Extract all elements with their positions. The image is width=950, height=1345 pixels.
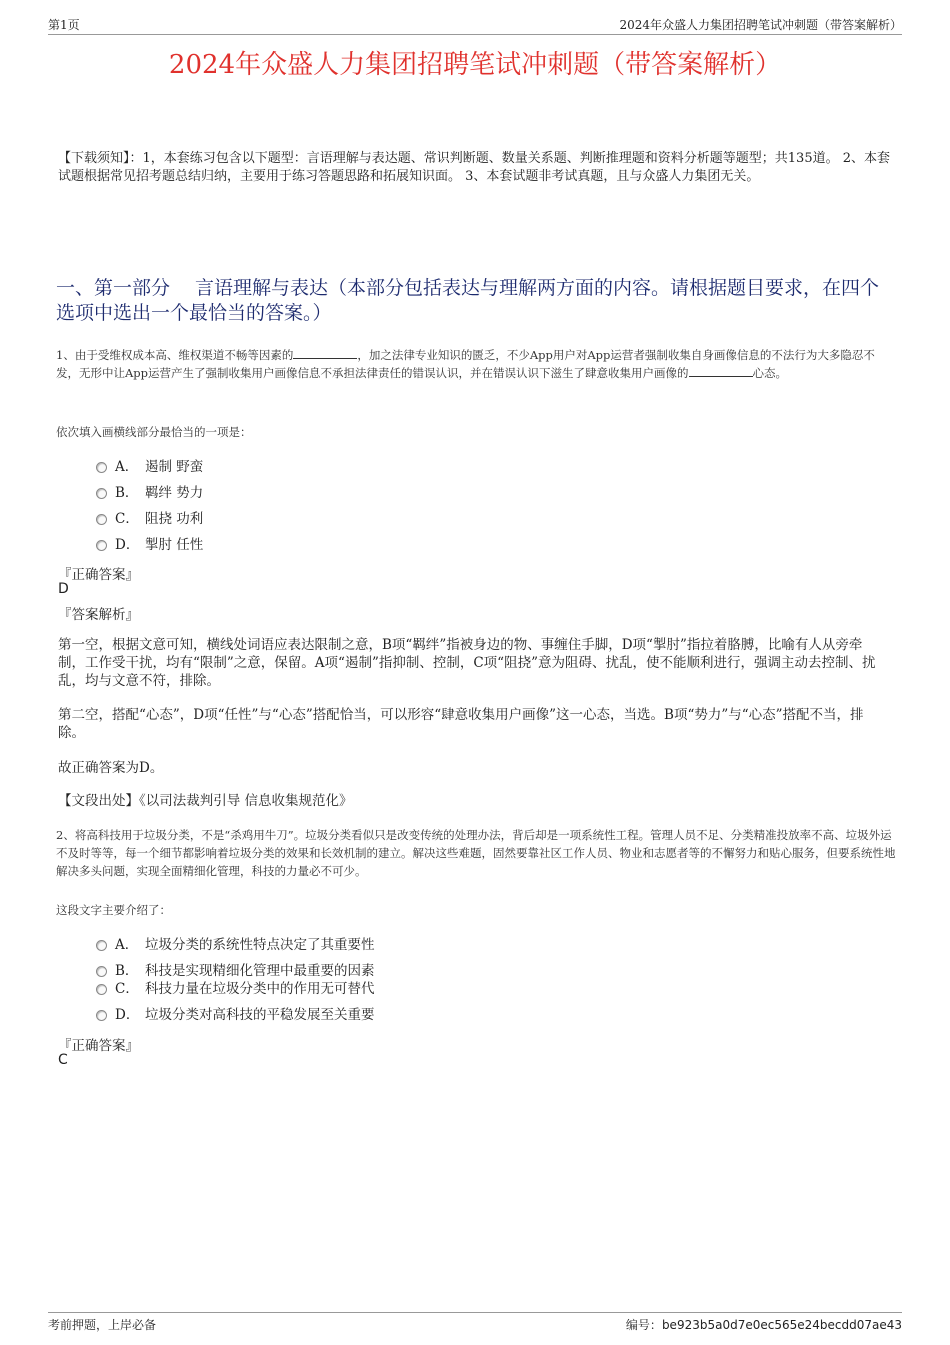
option-text: 遏制 野蛮 bbox=[145, 459, 204, 475]
question-1-prompt: 依次填入画横线部分最恰当的一项是： bbox=[56, 425, 252, 439]
question-2-option-c[interactable] bbox=[96, 980, 375, 998]
radio-icon[interactable] bbox=[96, 984, 107, 995]
analysis-conclusion: 故正确答案为D。 bbox=[58, 760, 164, 776]
option-letter: A． bbox=[115, 459, 139, 475]
radio-icon[interactable] bbox=[96, 488, 107, 499]
option-text: 羁绊 势力 bbox=[145, 485, 204, 501]
page-footer bbox=[48, 1312, 902, 1333]
analysis-label: 『答案解析』 bbox=[58, 607, 139, 623]
option-letter: B． bbox=[115, 963, 139, 979]
question-1-text-part: ，加之法律专业知识的匮乏，不少App用户对App运营者强制收集自身画像信息的不法行为大多隐忍不发，无形中让App运营产生了强制收集用户画像信息不承担法律责任的错误认识，并在错误认识下滋生了肆意收集用户画像的 bbox=[56, 348, 875, 380]
answer-label: 『正确答案』 bbox=[58, 1038, 139, 1054]
option-text: 阻挠 功利 bbox=[145, 511, 204, 527]
header-doc-title: 2024年众盛人力集团招聘笔试冲刺题（带答案解析） bbox=[619, 18, 902, 32]
source-citation: 【文段出处】《以司法裁判引导 信息收集规范化》 bbox=[58, 793, 353, 809]
radio-icon[interactable] bbox=[96, 514, 107, 525]
option-text: 掣肘 任性 bbox=[145, 537, 204, 553]
page-number: 第1页 bbox=[48, 18, 80, 32]
answer-value: C bbox=[58, 1052, 68, 1068]
download-notice: 【下载须知】：1，本套练习包含以下题型：言语理解与表达题、常识判断题、数量关系题、判断推理题和资料分析题等题型；共135道。 2、本套试题根据常见招考题总结归纳，主要用于练习答题思路和拓展知识面。 3、本套试题非考试真题，且与众盛人力集团无关。 bbox=[58, 151, 890, 184]
radio-icon[interactable] bbox=[96, 462, 107, 473]
option-letter: A． bbox=[115, 937, 139, 953]
fill-blank-2 bbox=[689, 364, 753, 377]
option-text: 科技是实现精细化管理中最重要的因素 bbox=[145, 963, 375, 979]
answer-label: 『正确答案』 bbox=[58, 567, 139, 583]
question-1-option-b[interactable] bbox=[96, 484, 203, 502]
option-text: 垃圾分类对高科技的平稳发展至关重要 bbox=[145, 1007, 375, 1023]
question-2-text: 2、将高科技用于垃圾分类，不是“杀鸡用牛刀”。垃圾分类看似只是改变传统的处理办法，背后却是一项系统性工程。管理人员不足、分类精准投放率不高、垃圾外运不及时等等，每一个细节都影响着垃圾分类的效果和长效机制的建立。解决这些难题，固然要靠社区工作人员、物业和志愿者等的不懈努力和贴心服务，但要系统性地解决多头问题，实现全面精细化管理，科技的力量必不可少。 bbox=[56, 828, 896, 878]
analysis-paragraph-2: 第二空，搭配“心态”，D项“任性”与“心态”搭配恰当，可以形容“肆意收集用户画像”这一心态，当选。B项“势力”与“心态”搭配不当，排除。 bbox=[58, 707, 864, 741]
question-2-prompt: 这段文字主要介绍了： bbox=[56, 903, 171, 917]
question-1-option-a[interactable] bbox=[96, 458, 203, 476]
question-2-option-d[interactable] bbox=[96, 1006, 375, 1024]
option-text: 垃圾分类的系统性特点决定了其重要性 bbox=[145, 937, 375, 953]
question-1-text-part: 心态。 bbox=[752, 366, 788, 380]
radio-icon[interactable] bbox=[96, 940, 107, 951]
section-heading: 一、第一部分 言语理解与表达（本部分包括表达与理解两方面的内容。请根据题目要求，在四个选项中选出一个最恰当的答案。） bbox=[56, 277, 880, 324]
fill-blank-1 bbox=[293, 346, 357, 359]
footer-code bbox=[626, 1316, 902, 1333]
option-letter: D． bbox=[115, 1007, 140, 1023]
question-1-text bbox=[56, 346, 896, 382]
page-header bbox=[48, 14, 902, 35]
option-letter: B． bbox=[115, 485, 139, 501]
radio-icon[interactable] bbox=[96, 966, 107, 977]
question-1-text-part: 1、由于受维权成本高、维权渠道不畅等因素的 bbox=[56, 348, 294, 362]
question-1-option-c[interactable] bbox=[96, 510, 203, 528]
question-2-option-a[interactable] bbox=[96, 936, 375, 954]
analysis-paragraph-1: 第一空，根据文意可知，横线处词语应表达限制之意，B项“羁绊”指被身边的物、事缠住手脚，D项“掣肘”指拉着胳膊，比喻有人从旁牵制，工作受干扰，均有“限制”之意，保留。A项“遏制”指抑制、控制，C项“阻挠”意为阻碍、扰乱，使不能顺利进行，强调主动去控制、扰乱，均与文意不符，排除。 bbox=[58, 637, 876, 689]
radio-icon[interactable] bbox=[96, 1010, 107, 1021]
option-letter: C． bbox=[115, 511, 139, 527]
footer-slogan: 考前押题，上岸必备 bbox=[48, 1318, 157, 1332]
option-text: 科技力量在垃圾分类中的作用无可替代 bbox=[145, 981, 375, 997]
option-letter: D． bbox=[115, 537, 140, 553]
document-title: 2024年众盛人力集团招聘笔试冲刺题（带答案解析） bbox=[168, 50, 782, 80]
answer-value: D bbox=[58, 581, 69, 597]
code-label: 编号： bbox=[625, 1318, 662, 1332]
code-value: be923b5a0d7e0ec565e24becdd07ae43 bbox=[661, 1318, 902, 1332]
question-1-option-d[interactable] bbox=[96, 536, 203, 554]
option-letter: C． bbox=[115, 981, 139, 997]
radio-icon[interactable] bbox=[96, 540, 107, 551]
question-2-option-b[interactable] bbox=[96, 962, 375, 980]
